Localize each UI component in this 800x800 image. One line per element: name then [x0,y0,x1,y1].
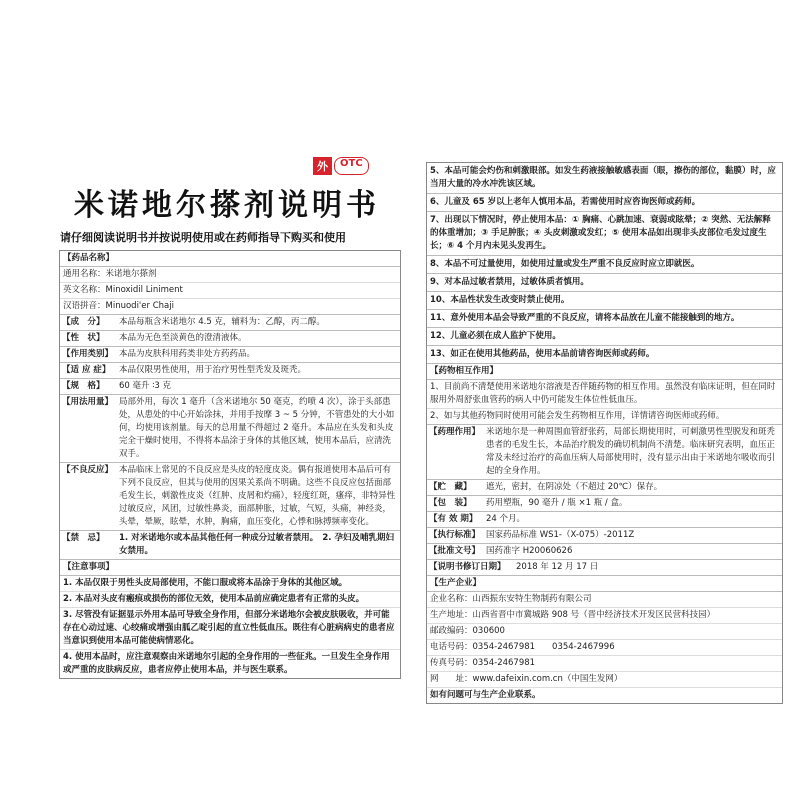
field-label: 【规 格】 [62,381,105,391]
document-title: 米诺地尔搽剂说明书 [74,188,380,223]
field-row [60,331,400,347]
field-row [427,528,782,544]
manufacturer-line: 生产地址：山西省晋中市冀城路 908 号（晋中经济技术开发区民营科技园） [427,608,782,624]
drug-name-header: 【药品名称】 [60,251,400,267]
field-row [60,395,400,463]
field-row [60,531,400,560]
field-label: 【贮 藏】 [429,482,472,492]
field-label: 【说明书修订日期】 [429,562,506,572]
field-value: 2018 年 12 月 17 日 [516,562,599,572]
interactions-header: 【药物相互作用】 [427,364,782,380]
field-value: 本品每瓶含米诺地尔 4.5 克，辅料为：乙醇，丙二醇。 [119,317,325,327]
field-label: 【成 分】 [62,317,105,327]
field-row [427,544,782,560]
precautions-header: 【注意事项】 [60,560,400,576]
field-label: 【包 装】 [429,498,472,508]
field-row [60,315,400,331]
field-value: 国药准字 H20060626 [486,546,573,556]
manufacturer-line: 企业名称：山西振东安特生物制药有限公司 [427,592,782,608]
pinyin-name: 汉语拼音：Minuodi'er Chaji [60,299,400,315]
precaution-item: 7、出现以下情况时，停止使用本品：① 胸痛、心跳加速、衰弱或眩晕；② 突然、无法解释的体重增加；③ 手足肿胀；④ 头皮刺激或发红；⑤ 使用本品如出现非头皮部位毛发过度生长；⑥ 4 个月内未见头发再生。 [427,212,782,256]
field-row [60,379,400,395]
field-label: 【不良反应】 [62,465,114,475]
otc-badge: OTC [334,157,369,175]
field-value: 本品临床上常见的不良反应是头皮的轻度皮炎。偶有报道使用本品后可有下列不良反应，但其与使用的因果关系尚不明确。这些不良反应包括面部毛发生长，刺激性皮炎（红肿、皮屑和灼痛），轻度红斑，瘙痒，非特异性过敏反应，风团，过敏性鼻炎，面部肿胀，过敏，气短，头痛，神经炎，头晕，晕厥，眩晕，水肿，胸痛，血压变化，心悸和脉搏频率变化。 [119,465,396,527]
precaution-item: 2. 本品对头皮有瘢痕或损伤的部位无效，使用本品前应确定患者有正常的头皮。 [60,592,400,608]
field-value: 米诺地尔是一种周围血管舒张药，局部长期使用时，可刺激男性型脱发和斑秃患者的毛发生长，本品治疗脱发的确切机制尚不清楚。临床研究表明，血压正常及未经过治疗的高血压病人局部使用时，没有显示出由于米诺地尔吸收而引起的全身作用。 [486,427,776,476]
field-value: 本品为无色至淡黄色的澄清液体。 [119,333,247,343]
document-subtitle: 请仔细阅读说明书并按说明使用或在药师指导下购买和使用 [60,231,346,244]
manufacturer-footer: 如有问题可与生产企业联系。 [430,690,541,700]
field-value: 24 个月。 [486,514,526,524]
precaution-item: 5、本品可能会灼伤和刺激眼部。如发生药液接触敏感表面（眼，擦伤的部位，黏膜）时，应当用大量的冷水冲洗该区域。 [427,163,782,194]
precautions-continued [427,163,782,364]
manufacturer-header: 【生产企业】 [427,576,782,592]
left-info-box [59,250,401,679]
field-row [427,560,782,576]
field-value: 本品为皮肤科用药类非处方药药品。 [119,349,256,359]
precaution-item: 6、儿童及 65 岁以上老年人慎用本品，若需使用时应咨询医师或药师。 [427,194,782,212]
precaution-item: 3. 尽管没有证据显示外用本品可导致全身作用，但部分米诺地尔会被皮肤吸收，并可能存在心动过速、心绞痛或增强由胍乙啶引起的直立性低血压。既往有心脏病病史的患者应当意识到使用本品可能使病情恶化。 [60,608,400,650]
field-label: 【作用类别】 [62,349,114,359]
precaution-item: 11、意外使用本品会导致严重的不良反应，请将本品放在儿童不能接触到的地方。 [427,310,782,328]
field-row [60,347,400,363]
field-label: 【适 应 症】 [62,365,111,375]
precaution-item: 10、本品性状发生改变时禁止使用。 [427,292,782,310]
field-label: 【有 效 期】 [429,514,478,524]
interaction-item: 2、如与其他药物同时使用可能会发生药物相互作用，详情请咨询医师或药师。 [427,409,782,425]
manufacturer-line: 电话号码：0354-2467981 0354-2467996 [427,640,782,656]
precaution-item: 1. 本品仅限于男性头皮局部使用，不能口服或将本品涂于身体的其他区域。 [60,576,400,592]
precaution-item: 8、本品不可过量使用，如使用过量或发生严重不良反应时应立即就医。 [427,256,782,274]
interaction-item: 1、目前尚不清楚使用米诺地尔溶液是否伴随药物的相互作用。虽然没有临床证明，但在同时服用外周舒张血管药的病人中仍可能发生体位性低血压。 [427,380,782,409]
field-row [427,512,782,528]
field-label: 【用法用量】 [62,397,114,407]
manufacturer-line: 网 址：www.dafeixin.com.cn（中国生发网） [427,672,782,688]
field-value: 本品仅限男性使用，用于治疗男性型秃发及斑秃。 [119,365,307,375]
badges [313,157,369,175]
field-label: 【执行标准】 [429,530,481,540]
field-value: 1. 对米诺地尔或本品其他任何一种成分过敏者禁用。 2. 孕妇及哺乳期妇女禁用。 [119,533,394,556]
field-row [427,480,782,496]
field-row [427,496,782,512]
field-value: 遮光，密封，在阴凉处（不超过 20℃）保存。 [486,482,663,492]
precaution-item: 12、儿童必须在成人监护下使用。 [427,328,782,346]
field-value: 60 毫升 ∶3 克 [119,381,172,391]
precaution-item: 4. 使用本品时，应注意观察由米诺地尔引起的全身作用的一些征兆。一旦发生全身作用或严重的皮肤病反应，患者应停止使用本品，并与医生联系。 [63,652,390,675]
field-row [60,463,400,531]
manufacturer-line: 传真号码：0354-2467981 [427,656,782,672]
field-value: 局部外用，每次 1 毫升（含米诺地尔 50 毫克，约喷 4 次），涂于头部患处，从患处的中心开始涂抹，并用手按摩 3 ~ 5 分钟，不管患处的大小如何，均使用该剂量。每天的总用量不得超过 2 毫升。本品应在头发和头皮完全干燥时使用，不得将本品涂于身体的其他区域，使用本品后，应清洗双手。 [119,397,395,459]
field-value: 药用塑瓶，90 毫升 / 瓶 ×1 瓶 / 盒。 [486,498,628,508]
right-info-box [426,162,783,704]
precaution-item: 13、如正在使用其他药品，使用本品前请咨询医师或药师。 [427,346,782,364]
field-label: 【性 状】 [62,333,105,343]
external-use-badge: 外 [313,157,332,175]
field-label: 【批准文号】 [429,546,481,556]
english-name: 英文名称：Minoxidil Liniment [60,283,400,299]
manufacturer-line: 邮政编码：030600 [427,624,782,640]
field-row [60,363,400,379]
field-row [427,425,782,480]
precaution-item: 9、对本品过敏者禁用，过敏体质者慎用。 [427,274,782,292]
common-name: 通用名称：米诺地尔搽剂 [60,267,400,283]
field-label: 【药理作用】 [429,427,481,437]
field-value: 国家药品标准 WS1-（X-075）-2011Z [486,530,635,540]
field-label: 【禁 忌】 [62,533,105,543]
